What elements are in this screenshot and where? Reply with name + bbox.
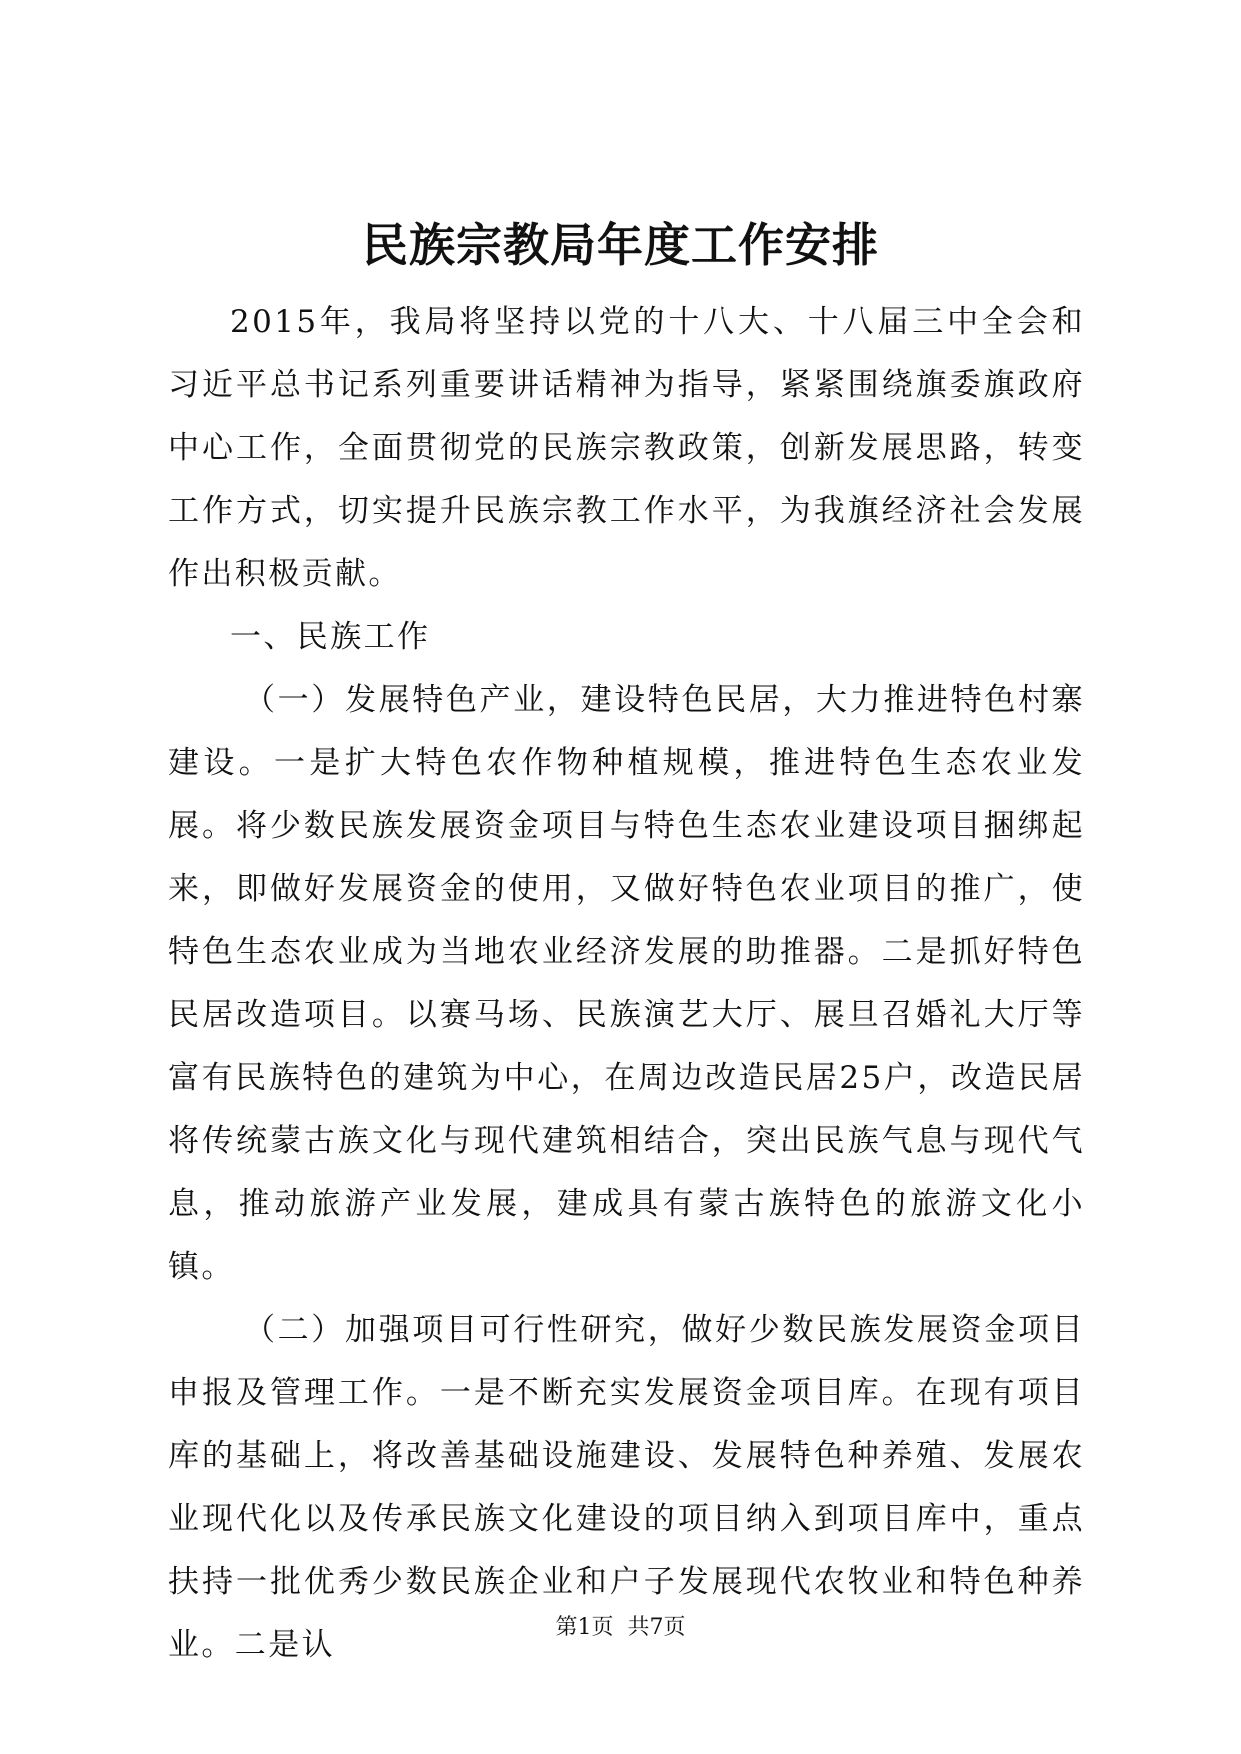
- section-heading-ethnic-work: 一、民族工作: [230, 619, 431, 655]
- document-body: [168, 291, 1085, 1677]
- paragraph-item-two: （二）加强项目可行性研究，做好少数民族发展资金项目申报及管理工作。一是不断充实发展资金项目库。在现有项目库的基础上，将改善基础设施建设、发展特色种养殖、发展农业现代化以及传承民族文化建设的项目纳入到项目库中，重点扶持一批优秀少数民族企业和户子发展现代农牧业和特色种养业。二是认: [168, 1312, 1085, 1663]
- page-total: 共7页: [627, 1615, 686, 1640]
- page-number-footer: [0, 1613, 1241, 1643]
- page-current: 第1页: [555, 1615, 614, 1640]
- document-title: 民族宗教局年度工作安排: [362, 218, 879, 272]
- paragraph-item-one: （一）发展特色产业，建设特色民居，大力推进特色村寨建设。一是扩大特色农作物种植规模，推进特色生态农业发展。将少数民族发展资金项目与特色生态农业建设项目捆绑起来，即做好发展资金的使用，又做好特色农业项目的推广，使特色生态农业成为当地农业经济发展的助推器。二是抓好特色民居改造项目。以赛马场、民族演艺大厅、展旦召婚礼大厅等富有民族特色的建筑为中心，在周边改造民居25户，改造民居将传统蒙古族文化与现代建筑相结合，突出民族气息与现代气息，推动旅游产业发展，建成具有蒙古族特色的旅游文化小镇。: [168, 682, 1085, 1285]
- paragraph-intro: 2015年，我局将坚持以党的十八大、十八届三中全会和习近平总书记系列重要讲话精神为指导，紧紧围绕旗委旗政府中心工作，全面贯彻党的民族宗教政策，创新发展思路，转变工作方式，切实提升民族宗教工作水平，为我旗经济社会发展作出积极贡献。: [168, 304, 1085, 592]
